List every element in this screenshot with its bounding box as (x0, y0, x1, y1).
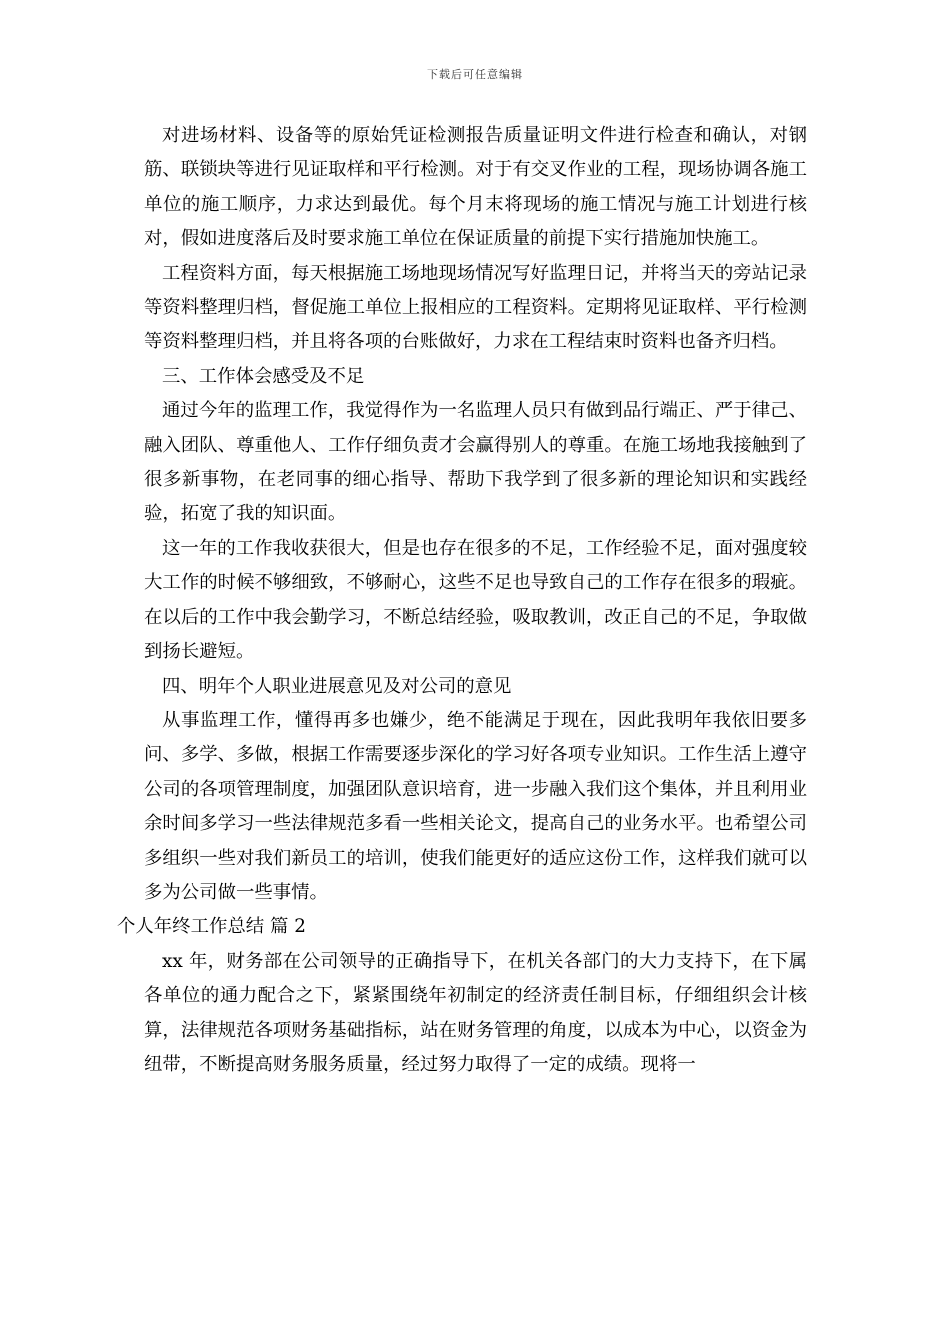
paragraph-materials-inspection: 对进场材料、设备等的原始凭证检测报告质量证明文件进行检查和确认，对钢筋、联锁块等进行见证取样和平行检测。对于有交叉作业的工程，现场协调各施工单位的施工顺序，力求达到最优。每个月末将现场的施工情况与施工计划进行核对，假如进度落后及时要求施工单位在保证质量的前提下实行措施加快施工。 (144, 125, 807, 250)
paragraph-engineering-records: 工程资料方面，每天根据施工场地现场情况写好监理日记，并将当天的旁站记录等资料整理归档，督促施工单位上报相应的工程资料。定期将见证取样、平行检测等资料整理归档，并且将各项的台账做好，力求在工程结束时资料也备齐归档。 (144, 262, 807, 353)
section-heading-3: 三、工作体会感受及不足 (162, 365, 365, 387)
paragraph-finance-summary: xx 年，财务部在公司领导的正确指导下，在机关各部门的大力支持下，在下属各单位的通力配合之下，紧紧围绕年初制定的经济责任制目标，仔细组织会计核算，法律规范各项财务基础指标，站在财务管理的角度，以成本为中心，以资金为纽带，不断提高财务服务质量，经过努力取得了一定的成绩。现将一 (144, 950, 807, 1075)
paragraph-next-year-plan: 从事监理工作，懂得再多也嫌少，绝不能满足于现在，因此我明年我依旧要多问、多学、多做，根据工作需要逐步深化的学习好各项专业知识。工作生活上遵守公司的各项管理制度，加强团队意识培育，进一步融入我们这个集体，并且利用业余时间多学习一些法律规范多看一些相关论文，提高自己的业务水平。也希望公司多组织一些对我们新员工的培训，使我们能更好的适应这份工作，这样我们就可以多为公司做一些事情。 (144, 709, 807, 903)
article-title-part-2: 个人年终工作总结 篇 2 (117, 916, 306, 938)
paragraph-shortcomings: 这一年的工作我收获很大，但是也存在很多的不足，工作经验不足，面对强度较大工作的时候不够细致，不够耐心，这些不足也导致自己的工作存在很多的瑕疵。在以后的工作中我会勤学习，不断总结经验，吸取教训，改正自己的不足，争取做到扬长避短。 (144, 537, 807, 663)
paragraph-work-experience: 通过今年的监理工作，我觉得作为一名监理人员只有做到品行端正、严于律己、融入团队、尊重他人、工作仔细负责才会赢得别人的尊重。在施工场地我接触到了很多新事物，在老同事的细心指导、帮助下我学到了很多新的理论知识和实践经验，拓宽了我的知识面。 (144, 400, 807, 525)
section-heading-4: 四、明年个人职业进展意见及对公司的意见 (162, 675, 512, 697)
page-header: 下载后可任意编辑 (427, 68, 523, 81)
document-body (117, 119, 807, 1082)
